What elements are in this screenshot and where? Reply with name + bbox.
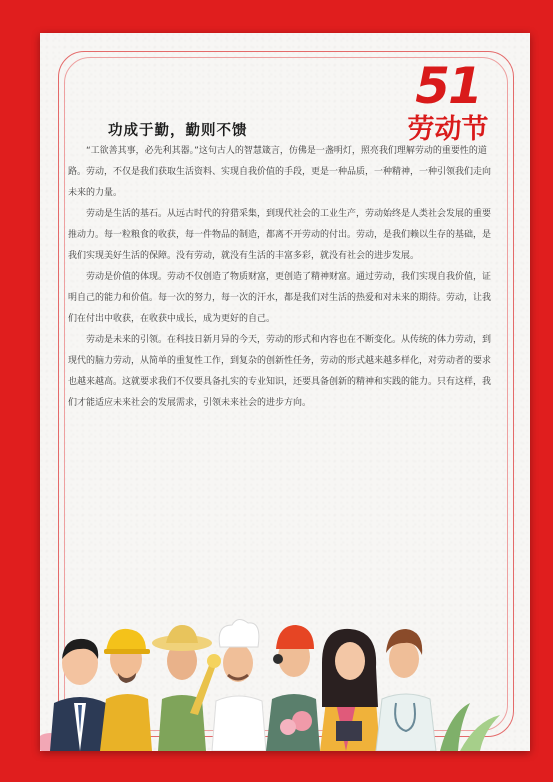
worker-doctor [376, 629, 436, 751]
workers-illustration [40, 603, 530, 751]
article-title: 功成于勤，勤则不馈 [108, 122, 248, 139]
worker-engineer [266, 625, 320, 751]
paragraph: “工欲善其事，必先利其器。”这句古人的智慧箴言，仿佛是一盏明灯，照亮我们理解劳动的重要性的道路。劳动，不仅是我们获取生活资料、实现自我价值的手段，更是一种品质，一种精神，一种引领我们走向未来的力量。 [68, 146, 492, 198]
logo-text: 劳动节 [407, 114, 489, 145]
worker-businessman [50, 639, 110, 751]
worker-hardhat [100, 629, 152, 751]
logo-number: 51 [415, 57, 481, 115]
article-body [68, 141, 492, 414]
paragraph: 劳动是未来的引领。在科技日新月异的今天，劳动的形式和内容也在不断变化。从传统的体力劳动，到现代的脑力劳动，从简单的重复性工作，到复杂的创新性任务，劳动的形式越来越多样化，对劳动者的要求也越来越高。这就要求我们不仅要具备扎实的专业知识，还要具备创新的精神和实践的能力。只有这样，我们才能适应未来社会的发展需求，引领未来社会的进步方向。 [68, 335, 492, 408]
paragraph: 劳动是价值的体现。劳动不仅创造了物质财富，更创造了精神财富。通过劳动，我们实现自我价值，证明自己的能力和价值。每一次的努力，每一次的汗水，都是我们对生活的热爱和对未来的期待。劳动，让我们在付出中收获，在收获中成长，成为更好的自己。 [68, 272, 492, 324]
worker-woman [320, 629, 380, 751]
letter-paper [40, 33, 530, 751]
worker-chef [212, 619, 266, 751]
paragraph: 劳动是生活的基石。从远古时代的狩猎采集，到现代社会的工业生产，劳动始终是人类社会发展的重要推动力。每一粒粮食的收获，每一件物品的制造，都离不开劳动的付出。劳动，是我们赖以生存的基础，是我们实现美好生活的保障。没有劳动，就没有生活的丰富多彩，就没有社会的进步发展。 [68, 209, 492, 261]
worker-farmer [152, 625, 221, 751]
